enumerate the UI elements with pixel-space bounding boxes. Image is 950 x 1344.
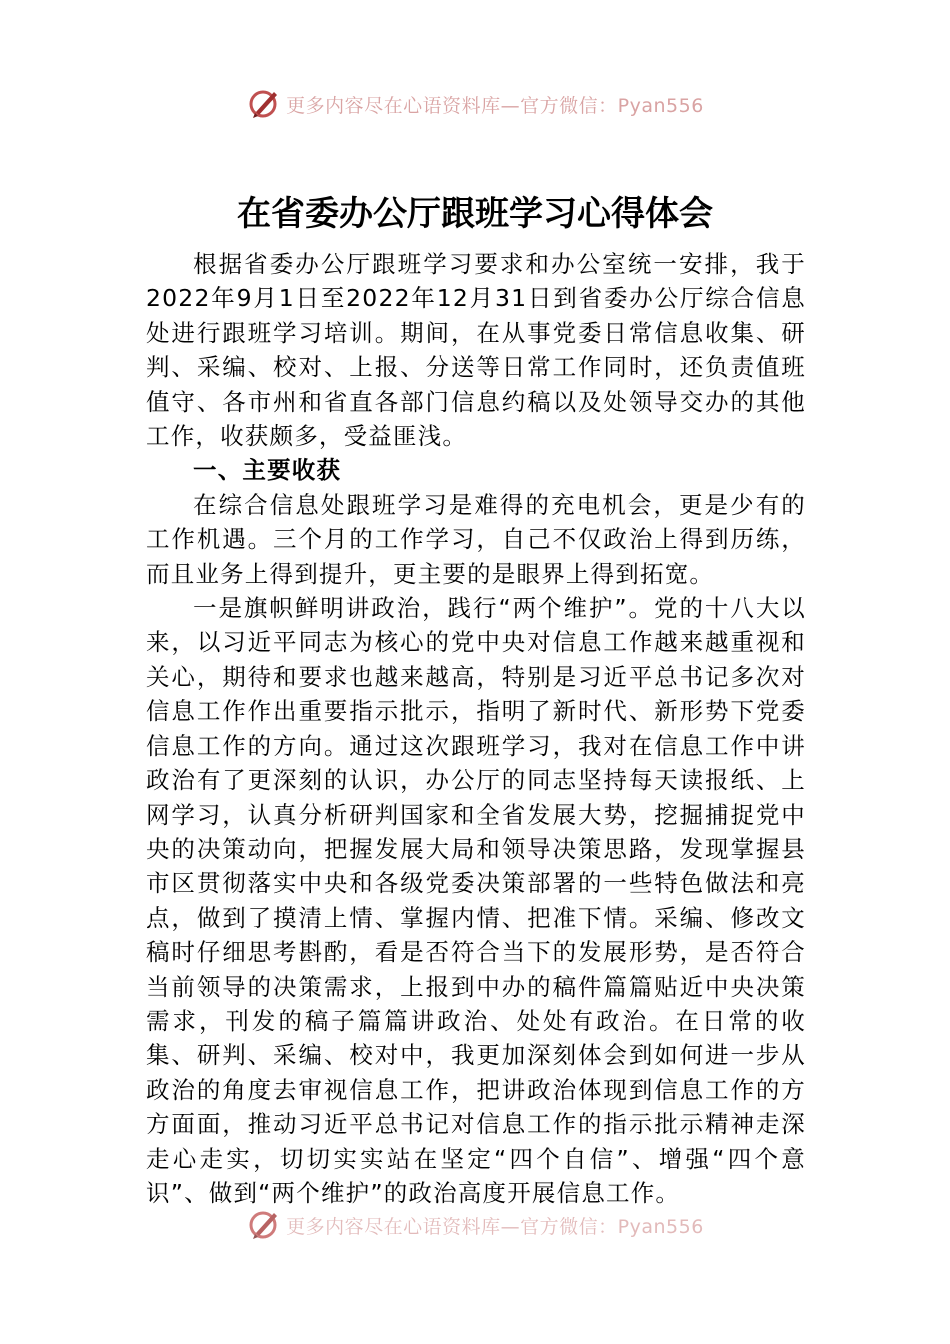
footer-watermark-text: 更多内容尽在心语资料库—官方微信：Pyan556 <box>286 1215 704 1238</box>
pen-logo-icon <box>246 86 282 122</box>
document-title: 在省委办公厅跟班学习心得体会 <box>237 194 713 234</box>
pen-logo-icon <box>246 1207 282 1243</box>
watermark-text: 更多内容尽在心语资料库—官方微信：Pyan556 <box>286 94 704 117</box>
paragraph-intro: 根据省委办公厅跟班学习要求和办公室统一安排，我于2022年9月1日至2022年12月31日到省委办公厅综合信息处进行跟班学习培训。期间，在从事党委日常信息收集、研判、采编、校对、上报、分送等日常工作同时，还负责值班值守、各市州和省直各部门信息约稿以及处领导交办的其他工作，收获颇多，受益匪浅。 <box>146 250 806 451</box>
footer-watermark <box>0 1205 950 1245</box>
document-body <box>146 247 806 1210</box>
header-watermark <box>0 84 950 124</box>
paragraph-politics: 一是旗帜鲜明讲政治，践行“两个维护”。党的十八大以来，以习近平同志为核心的党中央对信息工作越来越重视和关心，期待和要求也越来越高，特别是习近平总书记多次对信息工作作出重要指示批示，指明了新时代、新形势下党委信息工作的方向。通过这次跟班学习，我对在信息工作中讲政治有了更深刻的认识，办公厅的同志坚持每天读报纸、上网学习，认真分析研判国家和全省发展大势，挖掘捕捉党中央的决策动向，把握发展大局和领导决策思路，发现掌握县市区贯彻落实中央和各级党委决策部署的一些特色做法和亮点，做到了摸清上情、掌握内情、把准下情。采编、修改文稿时仔细思考斟酌，看是否符合当下的发展形势，是否符合当前领导的决策需求，上报到中办的稿件篇篇贴近中央决策需求，刊发的稿子篇篇讲政治、处处有政治。在日常的收集、研判、采编、校对中，我更加深刻体会到如何进一步从政治的角度去审视信息工作，把讲政治体现到信息工作的方方面面，推动习近平总书记对信息工作的指示批示精神走深走心走实，切切实实站在坚定“四个自信”、增强“四个意识”、做到“两个维护”的政治高度开展信息工作。 <box>146 594 806 1207</box>
section-heading: 一、主要收获 <box>193 456 342 485</box>
paragraph-summary: 在综合信息处跟班学习是难得的充电机会，更是少有的工作机遇。三个月的工作学习，自己不仅政治上得到历练，而且业务上得到提升，更主要的是眼界上得到拓宽。 <box>146 490 806 588</box>
